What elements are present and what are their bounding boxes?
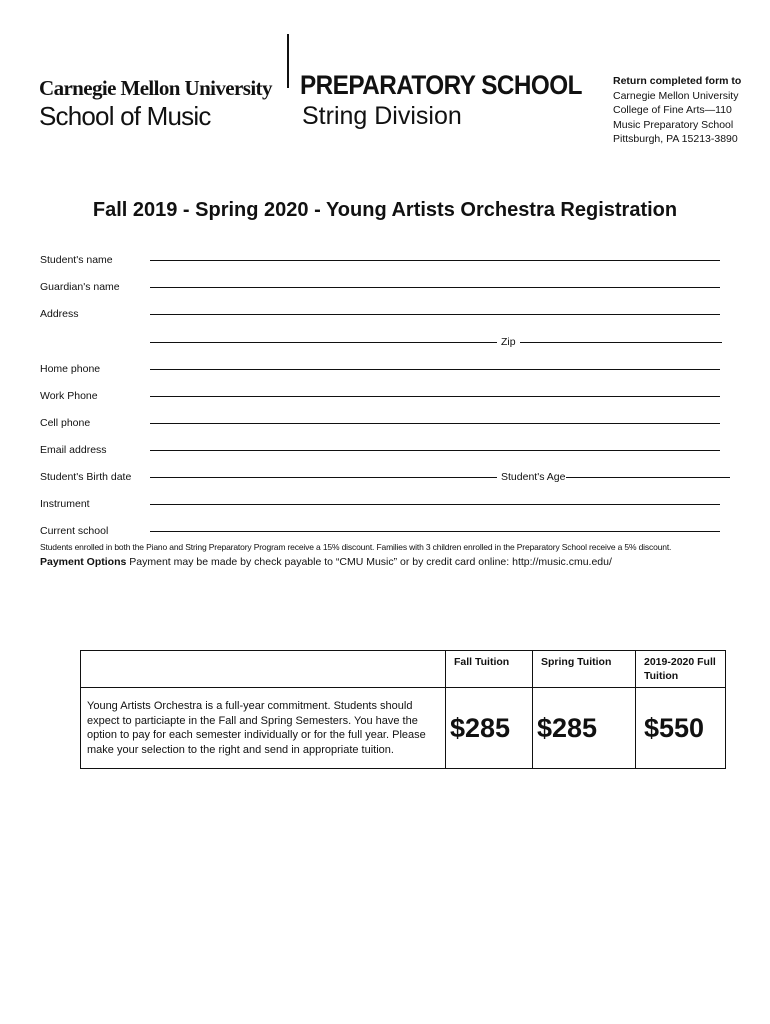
birth-date-field[interactable] [150,477,497,478]
payment-label: Payment Options [40,556,127,568]
home-phone-label: Home phone [40,363,101,375]
instrument-field[interactable] [150,504,720,505]
tuition-table [80,650,726,769]
full-tuition-header: 2019-2020 Full Tuition [636,651,726,688]
tuition-description: Young Artists Orchestra is a full-year commitment. Students should expect to particiapte in the Fall and Spring Semesters. You have the option to pay for each semester individually or for the full year. Please make your selection to the right and send in appropriate tuition. [81,688,446,769]
age-field[interactable] [566,477,730,478]
fall-tuition-price[interactable]: $285 [446,688,533,769]
cell-phone-label: Cell phone [40,417,91,429]
zip-field[interactable] [520,342,722,343]
student-name-field[interactable] [150,260,720,261]
guardian-name-field[interactable] [150,287,720,288]
return-heading: Return completed form to [613,75,742,87]
header-divider [287,34,289,88]
payment-text: Payment may be made by check payable to “CMU Music” or by credit card online: http://music.cmu.edu/ [129,556,612,568]
email-field[interactable] [150,450,720,451]
school-name: School of Music [39,101,211,131]
address-field-line1[interactable] [150,314,720,315]
discount-note: Students enrolled in both the Piano and String Preparatory Program receive a 15% discount. Families with 3 children enrolled in the Preparatory School receive a 5% discount. [40,542,672,552]
address-field-line2[interactable] [150,342,497,343]
address-label: Address [40,308,79,320]
page-title: Fall 2019 - Spring 2020 - Young Artists Orchestra Registration [92,199,678,221]
return-line: Carnegie Mellon University [613,89,739,102]
program-name: PREPARATORY SCHOOL [300,70,582,100]
age-label: Student's Age [501,471,566,483]
payment-options [40,556,612,568]
fall-tuition-header: Fall Tuition [446,651,533,688]
zip-label: Zip [501,336,516,348]
cell-phone-field[interactable] [150,423,720,424]
current-school-label: Current school [40,525,109,537]
spring-tuition-header: Spring Tuition [533,651,636,688]
instrument-label: Instrument [40,498,90,510]
home-phone-field[interactable] [150,369,720,370]
birth-date-label: Student's Birth date [40,471,132,483]
table-row [81,651,726,688]
return-line: Pittsburgh, PA 15213-3890 [613,133,738,145]
table-header-empty [81,651,446,688]
return-line: College of Fine Arts—110 [613,104,732,116]
university-name: Carnegie Mellon University [39,76,272,100]
guardian-name-label: Guardian's name [40,281,120,293]
current-school-field[interactable] [150,531,720,532]
work-phone-field[interactable] [150,396,720,397]
division-name: String Division [302,102,462,130]
return-address [613,74,741,147]
work-phone-label: Work Phone [40,390,98,402]
student-name-label: Student's name [40,254,113,266]
table-row [81,688,726,769]
return-line: Music Preparatory School [613,118,734,131]
email-label: Email address [40,444,107,456]
full-tuition-price[interactable]: $550 [636,688,726,769]
spring-tuition-price[interactable]: $285 [533,688,636,769]
